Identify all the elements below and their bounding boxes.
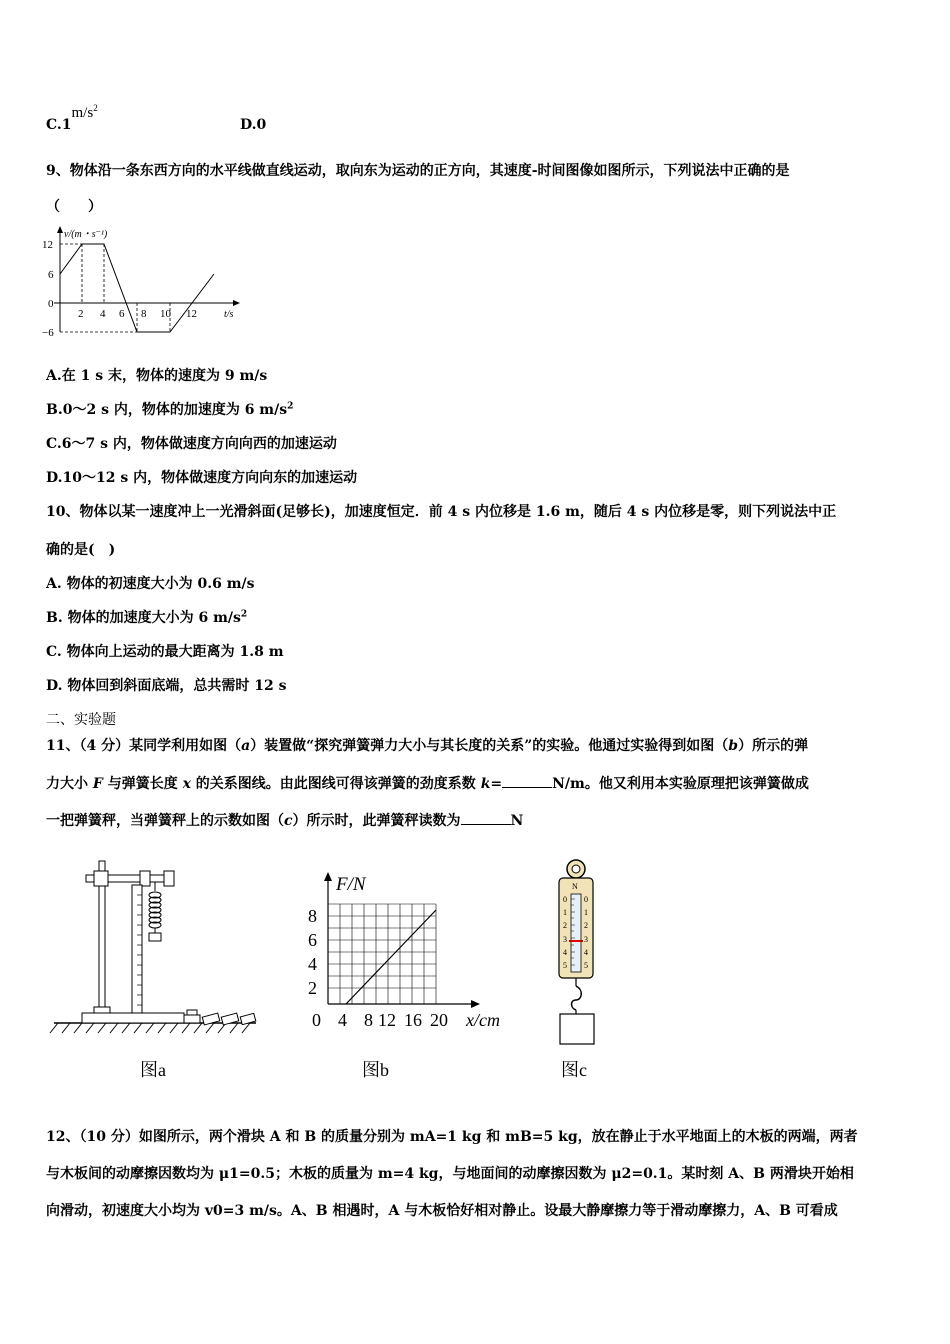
q10-option-a: A. 物体的初速度大小为 0.6 m/s <box>46 576 255 592</box>
figure-c-spring-scale <box>548 858 608 1048</box>
q9-ytick-6: 6 <box>48 269 54 281</box>
q9-xtick-2: 2 <box>78 308 84 320</box>
q9-xtick-8: 8 <box>141 308 147 320</box>
figb-ylabel: F/N <box>336 874 366 895</box>
q9-vt-graph <box>40 224 250 342</box>
q11-blank-reading[interactable] <box>461 810 511 825</box>
q9-ytick-m6: −6 <box>42 327 54 339</box>
scale-right-3: 3 <box>584 935 588 944</box>
q9-option-b: B.0～2 s 内，物体的加速度为 6 $m/s^2$ <box>46 401 294 418</box>
scale-left-0: 0 <box>563 895 567 904</box>
q12-line-3: 向滑动，初速度大小均为 v0=3 m/s。A、B 相遇时，A 与木板恰好相对静止。设最大静摩擦力等于滑动摩擦力，A、B 可看成 <box>46 1203 838 1219</box>
q10-stem-1: 10、物体以某一速度冲上一光滑斜面(足够长)，加速度恒定．前 4 s 内位移是 1.6 m，随后 4 s 内位移是零，则下列说法中正 <box>46 504 837 520</box>
q9-xtick-6: 6 <box>119 308 125 320</box>
q9-paren: （ ） <box>46 199 102 215</box>
figb-xtick-0: 0 <box>312 1010 321 1030</box>
figure-b-graph <box>300 868 530 1038</box>
option-d-prev: D.0 <box>240 117 267 133</box>
option-c-prev: $C.1m/s^2$ <box>46 103 98 133</box>
q11-line-2: 力大小 F 与弹簧长度 x 的关系图线。由此图线可得该弹簧的劲度系数 k= N/m。他又利用本实验原理把该弹簧做成 <box>46 773 809 794</box>
figb-xtick-20: 20 <box>430 1010 448 1030</box>
q9-ytick-0: 0 <box>48 298 54 310</box>
figb-ytick-6: 6 <box>308 930 317 950</box>
q11-line-1: 11、（4 分）某同学利用如图（a）装置做“探究弹簧弹力大小与其长度的关系”的实验。他通过实验得到如图（b）所示的弹 <box>46 738 809 754</box>
scale-right-4: 4 <box>584 948 588 957</box>
q9-xtick-4: 4 <box>100 308 106 320</box>
q10-option-c: C. 物体向上运动的最大距离为 1.8 m <box>46 644 284 660</box>
scale-left-2: 2 <box>563 921 567 930</box>
scale-right-0: 0 <box>584 895 588 904</box>
figure-b-line <box>346 910 436 1004</box>
scale-left-1: 1 <box>563 908 567 917</box>
scale-right-2: 2 <box>584 921 588 930</box>
figb-xtick-16: 16 <box>404 1010 422 1030</box>
q12-line-1: 12、（10 分）如图所示，两个滑块 A 和 B 的质量分别为 mA=1 kg 和 mB=5 kg，放在静止于水平地面上的木板的两端，两者 <box>46 1129 858 1145</box>
caption-a: 图a <box>140 1060 166 1080</box>
q10-option-b: B. 物体的加速度大小为 6 $m/s^2$ <box>46 609 248 626</box>
unit-ms2: $m/s^2$ <box>71 103 98 121</box>
q9-xtick-12: 12 <box>186 308 197 320</box>
q9-xtick-10: 10 <box>160 308 171 320</box>
q10-stem-2: 确的是( ) <box>46 542 116 558</box>
q11-blank-k[interactable] <box>502 773 552 788</box>
scale-left-4: 4 <box>563 948 567 957</box>
scale-unit: N <box>572 882 578 891</box>
figb-xtick-12: 12 <box>378 1010 396 1030</box>
figb-ytick-8: 8 <box>308 906 317 926</box>
q11-line-3: 一把弹簧秤，当弹簧秤上的示数如图（c）所示时，此弹簧秤读数为 N <box>46 810 523 831</box>
figb-xtick-8: 8 <box>364 1010 373 1030</box>
q9-ytick-12: 12 <box>42 239 53 251</box>
caption-c: 图c <box>561 1060 587 1080</box>
figb-xlabel: x/cm <box>466 1010 500 1030</box>
section-heading: 二、实验题 <box>46 712 116 728</box>
q10-option-d: D. 物体回到斜面底端，总共需时 12 s <box>46 678 287 694</box>
q9-stem: 9、物体沿一条东西方向的水平线做直线运动，取向东为运动的正方向，其速度-时间图像如图所示，下列说法中正确的是 <box>46 163 790 179</box>
q9-ylabel: v/(m・s⁻¹) <box>64 229 108 240</box>
q12-line-2: 与木板间的动摩擦因数均为 μ1=0.5；木板的质量为 m=4 kg，与地面间的动摩擦因数为 μ2=0.1。某时刻 A、B 两滑块开始相 <box>46 1166 854 1182</box>
scale-left-5: 5 <box>563 961 567 970</box>
q9-option-c: C.6～7 s 内，物体做速度方向向西的加速运动 <box>46 436 337 452</box>
figb-ytick-4: 4 <box>308 954 317 974</box>
figure-a-apparatus <box>46 855 261 1045</box>
q9-option-d: D.10～12 s 内，物体做速度方向向东的加速运动 <box>46 470 358 486</box>
caption-b: 图b <box>362 1060 389 1080</box>
scale-right-1: 1 <box>584 908 588 917</box>
q9-xlabel: t/s <box>224 309 234 320</box>
figb-xtick-4: 4 <box>338 1010 347 1030</box>
scale-right-5: 5 <box>584 961 588 970</box>
scale-left-3: 3 <box>563 935 567 944</box>
figb-ytick-2: 2 <box>308 978 317 998</box>
q9-option-a: A.在 1 s 末，物体的速度为 9 m/s <box>46 368 268 384</box>
